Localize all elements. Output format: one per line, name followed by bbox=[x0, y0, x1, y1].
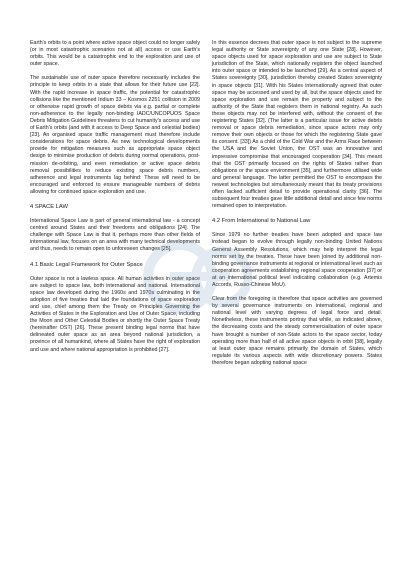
paragraph: Since 1979 no further treaties have been adopted and space law instead began to evolve through legally non-binding United Nations General Assembly Resolutions, which may help interpret the legal norms set by the treaties. These have been joined by additional non-binding governance instruments at regional or international level such as cooperation agreements establishing regional space cooperation [37] or at an international political level indicating collaboration (e.g. Artemis Accords, Russo-Chinese MoU). bbox=[212, 232, 382, 288]
paragraph: International Space Law is part of general international law - a concept centred around States and their freedoms and obligations [24]. The challenge with Space Law is that it, perhaps more than other fields of international law, focuses on an area with many technical developments and thus, needs to remain open to unforeseen changes [25]. bbox=[30, 218, 200, 253]
paragraph: Clear from the foregoing is therefore that space activities are governed by several governance instruments on international, regional and national level with varying degrees of legal force and detail. Nonetheless, these instruments portray that while, as indicated above, the decreasing costs and the steady commercialisation of outer space have brought a number of non-State actors to the space sector, today operating more than half of all active space objects in orbit [38], legally at least outer space remains primarily the domain of States, which regulate its various aspects with wide discretionary powers. States therefore began adopting national space bbox=[212, 296, 382, 366]
subsection-heading: 4.1 Basic Legal Framework for Outer Space bbox=[30, 261, 143, 268]
paragraph: In this essence decrees that outer space is not subject to the supreme legal authority or State sovereignty of any one State [28]. However, space objects used for space exploration and use are subject to State jurisdiction of the State, which nationally registers the object launched into outer space or intended to be launched [29]. As a central aspect of States sovereignty [30], jurisdiction thereby created States sovereignty in space objects [31]. With his States internationally agreed that outer space may be accessed and used by all, but the space objects used for space exploration and use remain the property and subject to the authority of the State that registers them in national registry. As such these objects may not be interfered with, without the consent of the registering States [32]. (The latter is a particular issue for active debris removal or space debris remediation, since space actors may only remove their own objects or those for which the registering State gave its consent. [33]) As a child of the Cold War and the Arms Race between the USA and the Soviet Union, the OST was an innovative and impressive compromise that encouraged cooperation [34]. This meant that the OST primarily focused on the rights of States rather than obligations or the space environment [35], and furthermore utilised wide and general language. The latter permitted the OST to encompass the newest technologies but simultaneously meant that its treaty provisions often lacked sufficient detail to provide operational clarity [36]. The subsequent four treaties gave little additional detail and since few norms remained open to interpretation. bbox=[212, 40, 382, 210]
left-column bbox=[30, 40, 200, 361]
right-column bbox=[212, 40, 382, 374]
subsection-heading: 4.2 From International to National Law bbox=[212, 218, 311, 225]
paragraph: Earth's orbits to a point where active space object could no longer safely (or in most catastrophic scenarios not at all) access or use Earth's orbits. This would be a catastrophic end to the exploration and use of outer space. bbox=[30, 40, 200, 68]
section-heading: 4 SPACE LAW bbox=[30, 203, 69, 210]
paragraph: The sustainable use of outer space therefore necessarily includes the principle to keep orbits in a state that allows for their future use [22]. With the rapid increase in space traffic, the potential for catastrophic collisions like the mentioned Iridium 33 – Kosmos 2251 collision in 2009 or otherwise rapid growth of space debris via e.g. partial or complete non-adherence to the legally non-binding IADC/UNCOPUOS Space Debris Mitigation Guidelines threatens to cut humanity's access and use of Earth's orbits (and with it access to Deep Space and celestial bodies) [23]. An organised space traffic management must therefore include considerations for space debris. As new technological developments provide for mitigation measures such as appropriate space object design to minimise production of debris during normal operations, post-mission de-orbiting, and even remediation or active space debris removal possibilities to reduce existing space debris numbers, adherence and legal instruments lag behind: These will need to be encouraged and enforced to ensure manageable numbers of debris allowing for continued space exploration and use. bbox=[30, 75, 200, 195]
paragraph: Outer space is not a lawless space. All human activities in outer space are subject to space law, both international and national. International space law developed during the 1960s and 1970s culminating in the adoption of five treaties that laid the foundations of space exploration and use, chief among them the Treaty on Principles Governing the Activities of States in the Exploration and Use of Outer Space, including the Moon and Other Celestial Bodies or shortly the Outer Space Treaty (hereinafter OST) [26]. These present binding legal norms that have delineated outer space as an area beyond national jurisdiction, a province of all humankind, where all States have the right of exploration and use and where national appropriation is prohibited [27]. bbox=[30, 275, 200, 353]
